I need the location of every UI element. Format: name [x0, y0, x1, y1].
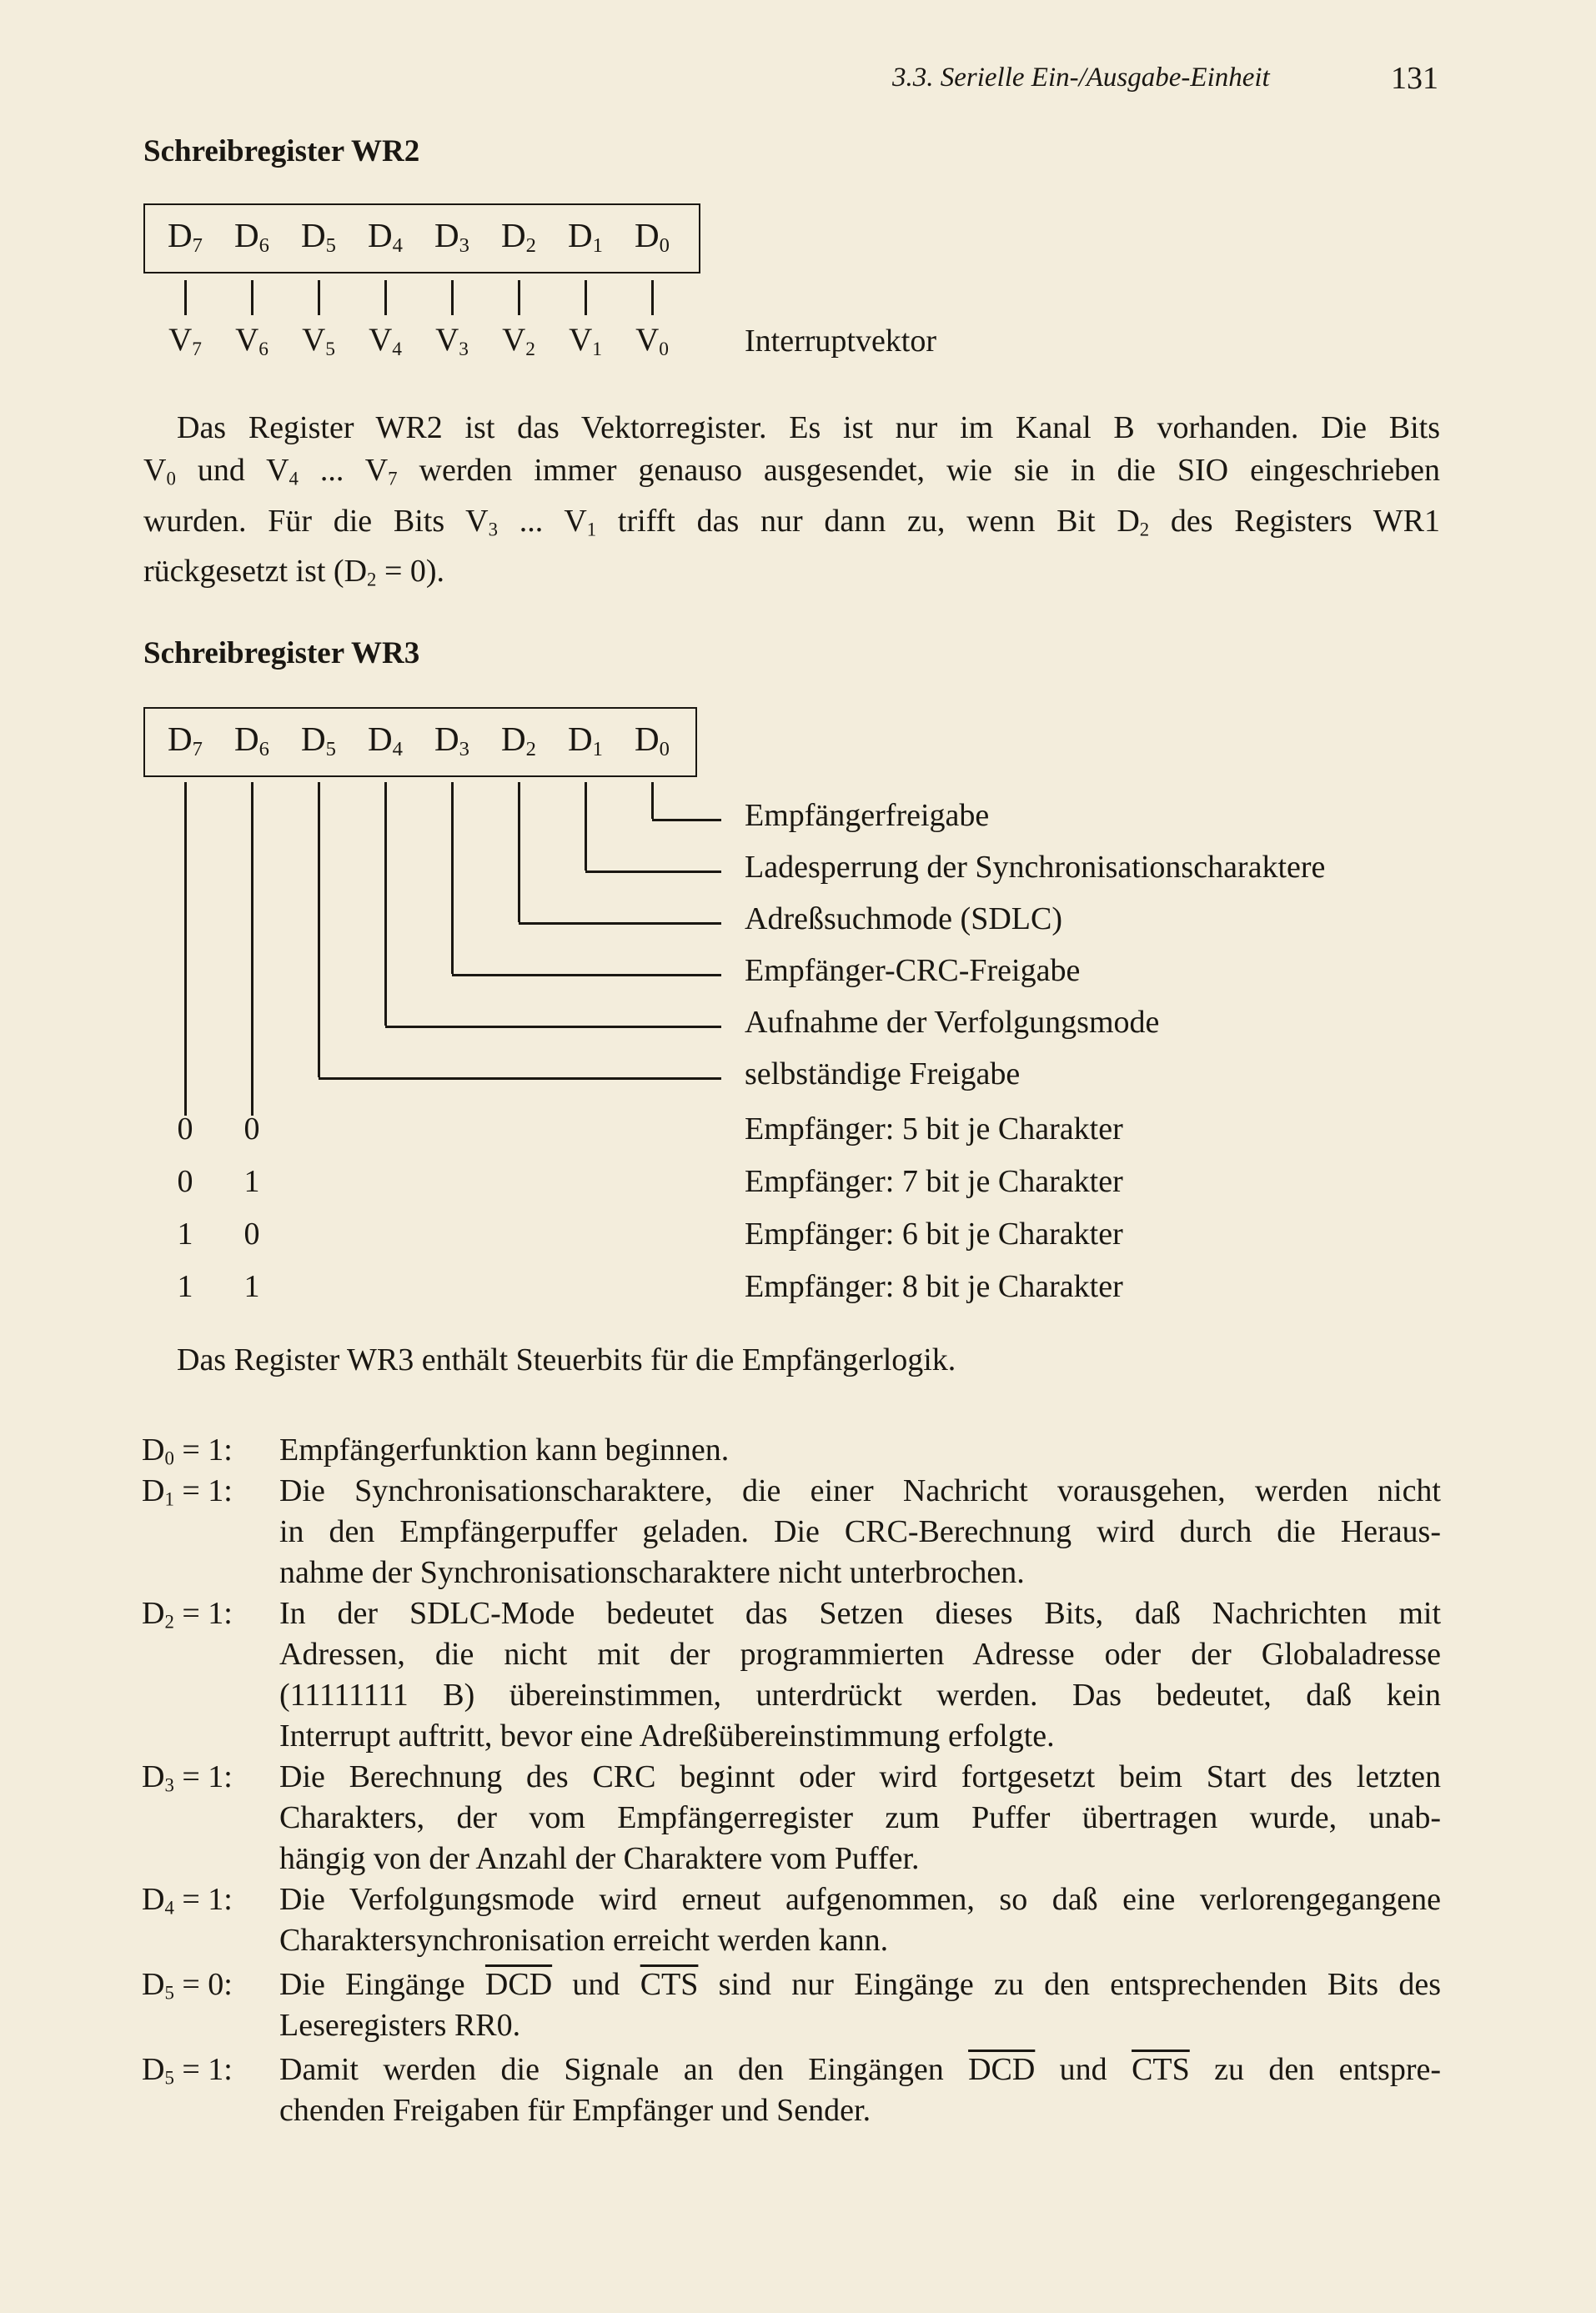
- table-cell-description: Empfänger: 7 bit je Charakter: [745, 1164, 1123, 1199]
- wr2-connector-line: [451, 280, 454, 315]
- wr2-connector-line: [251, 280, 253, 315]
- wr3-connector-vertical-d6: [251, 782, 253, 1116]
- wr2-connector-line: [184, 280, 187, 315]
- table-cell-d6: 1: [243, 1269, 260, 1304]
- definition-line: Die Verfolgungsmode wird erneut aufgenommen, so daß eine verlorengegangene: [279, 1882, 1441, 1917]
- wr3-connector-horizontal: [319, 1077, 721, 1080]
- wr3-bit-d5: $D_5$: [301, 720, 336, 761]
- wr2-vector-bit-v4: $V_4$: [369, 322, 402, 360]
- wr2-connector-line: [318, 280, 320, 315]
- definition-line: nahme der Synchronisationscharaktere nicht unterbrochen.: [279, 1555, 1025, 1590]
- table-cell-description: Empfänger: 5 bit je Charakter: [745, 1111, 1123, 1146]
- definition-label: $D_1 = 1$:: [142, 1473, 233, 1510]
- interrupt-vector-label: Interruptvektor: [745, 324, 937, 359]
- wr3-bit-d4: $D_4$: [368, 720, 403, 761]
- wr2-bit-d0: $D_0$: [635, 216, 670, 258]
- wr2-vector-bit-v2: $V_2$: [502, 322, 535, 360]
- wr2-vector-bit-v3: $V_3$: [435, 322, 469, 360]
- definition-line: hängig von der Anzahl der Charaktere vom Puffer.: [279, 1841, 920, 1876]
- wr3-bit-d7: $D_7$: [168, 720, 203, 761]
- definition-text: [279, 1471, 1441, 1593]
- wr3-connector-horizontal: [452, 974, 721, 976]
- definition-line: Die Synchronisationscharaktere, die einer Nachricht vorausgehen, werden nicht: [279, 1473, 1441, 1508]
- wr3-connector-horizontal: [585, 871, 721, 873]
- wr3-bit-label: Aufnahme der Verfolgungsmode: [745, 1005, 1160, 1040]
- wr2-vector-bit-v7: $V_7$: [168, 322, 202, 360]
- wr2-vector-bit-v1: $V_1$: [569, 322, 602, 360]
- wr3-connector-horizontal: [385, 1026, 721, 1028]
- wr2-bit-d3: $D_3$: [434, 216, 469, 258]
- wr3-bit-d1: $D_1$: [568, 720, 603, 761]
- section-title-wr3: Schreibregister WR3: [143, 636, 420, 670]
- table-cell-description: Empfänger: 6 bit je Charakter: [745, 1217, 1123, 1252]
- wr2-bit-d5: $D_5$: [301, 216, 336, 258]
- wr3-bit-d0: $D_0$: [635, 720, 670, 761]
- wr2-paragraph-line: Das Register WR2 ist das Vektorregister. Es ist nur im Kanal B vorhanden. Die Bits: [177, 410, 1440, 445]
- definition-label: $D_2 = 1$:: [142, 1596, 233, 1633]
- page-number: 131: [1391, 61, 1438, 96]
- wr2-bit-d6: $D_6$: [234, 216, 269, 258]
- wr2-paragraph-line: wurden. Für die Bits $V_3$ ... $V_1$ trifft das nur dann zu, wenn Bit $D_2$ des Registers WR1: [143, 503, 1440, 540]
- definition-line: Leseregisters RR0.: [279, 2008, 521, 2043]
- wr3-connector-vertical: [384, 782, 387, 1026]
- wr3-bit-d2: $D_2$: [501, 720, 536, 761]
- wr3-connector-vertical-d7: [184, 782, 187, 1116]
- wr3-connector-horizontal: [652, 819, 721, 821]
- definition-text: [279, 1964, 1441, 2046]
- definition-line: Adressen, die nicht mit der programmierten Adresse oder der Globaladresse: [279, 1637, 1441, 1672]
- running-title: 3.3. Serielle Ein-/Ausgabe-Einheit: [892, 63, 1270, 93]
- table-cell-d7: 1: [177, 1217, 193, 1252]
- section-title-wr2: Schreibregister WR2: [143, 134, 420, 168]
- definition-label: $D_5 = 1$:: [142, 2052, 233, 2089]
- definition-line: Die Eingänge $\overline{DCD}$ und $\overline{CTS}$ sind nur Eingänge zu den entsprechenden Bits des: [279, 1967, 1442, 2002]
- wr3-connector-vertical: [585, 782, 587, 871]
- definition-text: [279, 1879, 1441, 1961]
- wr3-bit-d6: $D_6$: [234, 720, 269, 761]
- definition-text: [279, 1593, 1441, 1757]
- definition-line: Interrupt auftritt, bevor eine Adreßübereinstimmung erfolgte.: [279, 1718, 1055, 1754]
- wr3-bit-label: Ladesperrung der Synchronisationscharaktere: [745, 850, 1326, 885]
- definition-line: Charaktersynchronisation erreicht werden kann.: [279, 1923, 889, 1958]
- wr2-connector-line: [518, 280, 520, 315]
- wr3-connector-horizontal: [519, 922, 721, 925]
- wr2-bit-d1: $D_1$: [568, 216, 603, 258]
- definition-line: (11111111 B) übereinstimmen, unterdrückt werden. Das bedeutet, daß kein: [279, 1678, 1441, 1713]
- wr3-bit-label: Empfänger-CRC-Freigabe: [745, 953, 1081, 988]
- definition-text: [279, 1430, 1441, 1471]
- wr2-paragraph: [143, 407, 1440, 601]
- wr3-register-box: [143, 707, 697, 777]
- definition-line: Empfängerfunktion kann beginnen.: [279, 1432, 730, 1468]
- wr2-connector-line: [384, 280, 387, 315]
- definition-line: Damit werden die Signale an den Eingängen $\overline{DCD}$ und $\overline{CTS}$ zu den entspre-: [279, 2052, 1442, 2087]
- wr3-connector-vertical: [451, 782, 454, 974]
- wr2-bit-d2: $D_2$: [501, 216, 536, 258]
- definition-label: $D_4 = 1$:: [142, 1882, 233, 1919]
- wr3-bit-label: Empfängerfreigabe: [745, 798, 990, 833]
- wr3-connector-vertical: [518, 782, 520, 922]
- table-cell-d6: 0: [243, 1217, 260, 1252]
- wr3-bit-label: Adreßsuchmode (SDLC): [745, 901, 1062, 936]
- table-cell-d7: 0: [177, 1164, 193, 1199]
- table-cell-d6: 0: [243, 1111, 260, 1146]
- definition-label: $D_3 = 1$:: [142, 1759, 233, 1796]
- wr2-register-box: [143, 203, 700, 273]
- wr3-intro: Das Register WR3 enthält Steuerbits für die Empfängerlogik.: [177, 1342, 956, 1377]
- table-cell-description: Empfänger: 8 bit je Charakter: [745, 1269, 1123, 1304]
- wr2-paragraph-line: $V_0$ und $V_4$ ... $V_7$ werden immer genauso ausgesendet, wie sie in die SIO eingeschrieben: [143, 453, 1440, 489]
- definition-line: Charakters, der vom Empfängerregister zum Puffer übertragen wurde, unab-: [279, 1800, 1441, 1835]
- wr2-bit-d4: $D_4$: [368, 216, 403, 258]
- table-cell-d6: 1: [243, 1164, 260, 1199]
- wr2-vector-bit-v6: $V_6$: [235, 322, 269, 360]
- definition-label: $D_0 = 1$:: [142, 1432, 233, 1469]
- wr2-bit-d7: $D_7$: [168, 216, 203, 258]
- wr2-vector-bit-v0: $V_0$: [635, 322, 669, 360]
- definition-line: In der SDLC-Mode bedeutet das Setzen dieses Bits, daß Nachrichten mit: [279, 1596, 1441, 1631]
- definition-text: [279, 2050, 1441, 2131]
- definition-line: in den Empfängerpuffer geladen. Die CRC-Berechnung wird durch die Heraus-: [279, 1514, 1441, 1549]
- definition-line: Die Berechnung des CRC beginnt oder wird fortgesetzt beim Start des letzten: [279, 1759, 1441, 1794]
- wr2-connector-line: [585, 280, 587, 315]
- wr2-paragraph-line: rückgesetzt ist $(D_2 = 0)$.: [143, 554, 445, 591]
- table-cell-d7: 0: [177, 1111, 193, 1146]
- wr3-connector-vertical: [318, 782, 320, 1077]
- table-cell-d7: 1: [177, 1269, 193, 1304]
- definition-line: chenden Freigaben für Empfänger und Sender.: [279, 2093, 871, 2128]
- wr2-vector-bit-v5: $V_5$: [302, 322, 335, 360]
- wr3-connector-vertical: [651, 782, 654, 819]
- definition-text: [279, 1757, 1441, 1879]
- definition-label: $D_5 = 0$:: [142, 1967, 233, 2004]
- wr3-bit-label: selbständige Freigabe: [745, 1056, 1021, 1091]
- wr2-connector-line: [651, 280, 654, 315]
- wr3-bit-d3: $D_3$: [434, 720, 469, 761]
